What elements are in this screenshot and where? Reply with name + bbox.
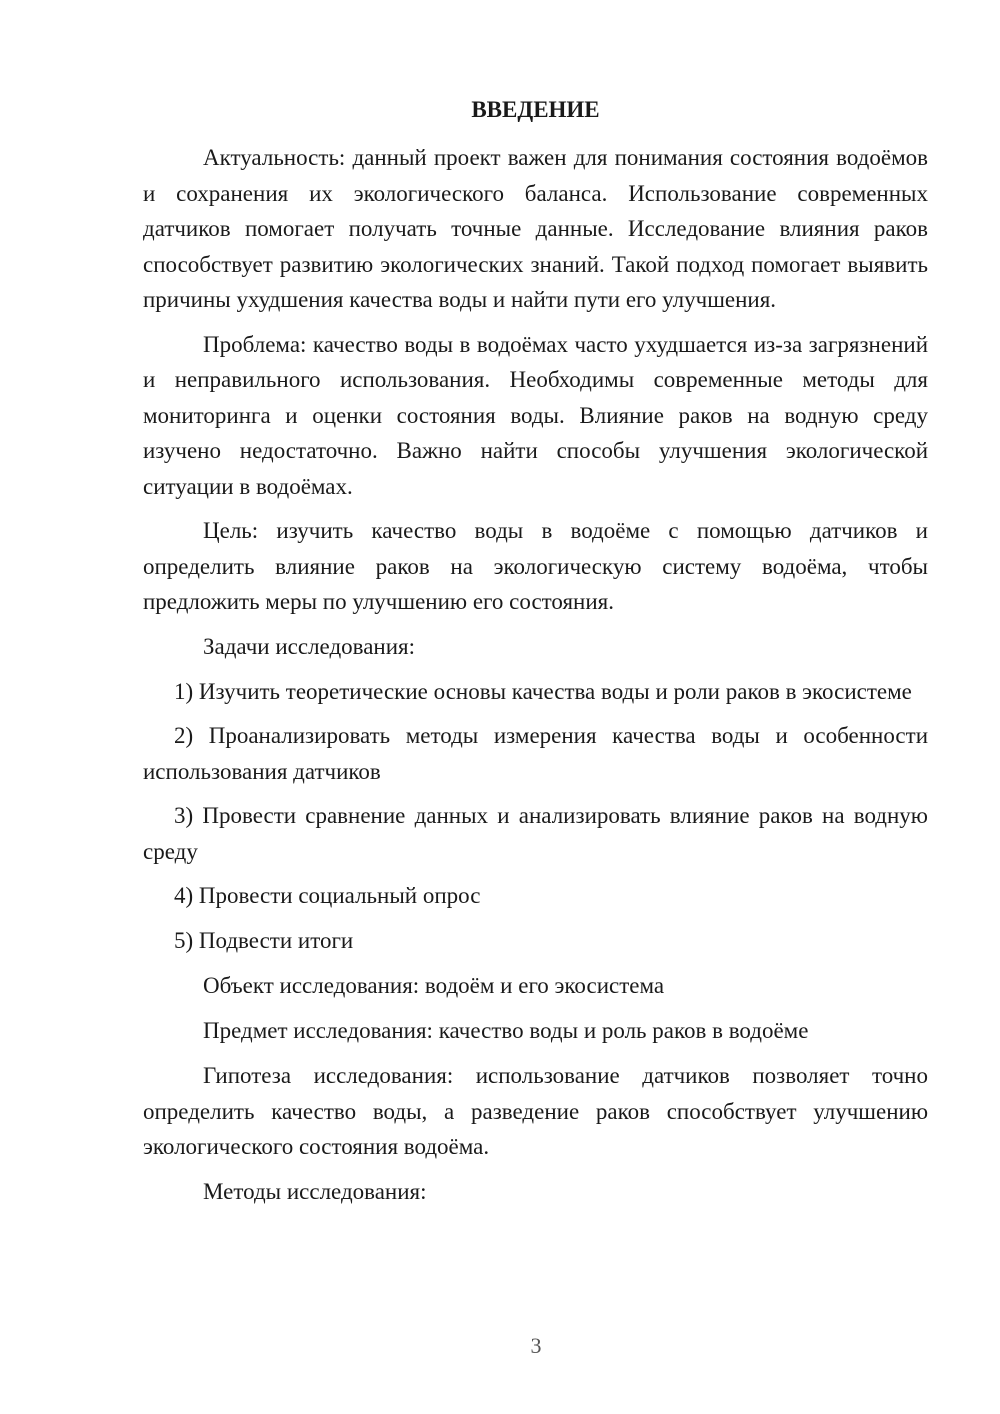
relevance-paragraph: Актуальность: данный проект важен для понимания состояния водоёмов и сохранения их экологического баланса. Использование современных датчиков помогает получать точные данные. Исследование влияния раков способствует развитию экологических знаний. Такой подход помогает выявить причины ухудшения качества воды и найти пути его улучшения. [143,145,928,312]
task-item: 5) Подвести итоги [174,928,354,953]
subject-line: Предмет исследования: качество воды и роль раков в водоёме [203,1018,809,1043]
task-item: 2) Проанализировать методы измерения качества воды и особенности использования датчиков [143,723,928,784]
goal-paragraph: Цель: изучить качество воды в водоёме с помощью датчиков и определить влияние раков на экологическую систему водоёма, чтобы предложить меры по улучшению его состояния. [143,518,928,614]
problem-paragraph: Проблема: качество воды в водоёмах часто ухудшается из-за загрязнений и неправильного использования. Необходимы современные методы для мониторинга и оценки состояния воды. Влияние раков на водную среду изучено недостаточно. Важно найти способы улучшения экологической ситуации в водоёмах. [143,331,928,499]
page-title: ВВЕДЕНИЕ [471,97,600,122]
hypothesis-paragraph: Гипотеза исследования: использование датчиков позволяет точно определить качество воды, а разведение раков способствует улучшению экологического состояния водоёма. [143,1063,928,1159]
task-item: 3) Провести сравнение данных и анализировать влияние раков на водную среду [143,803,928,864]
page-number: 3 [530,1333,542,1358]
page-content [143,94,928,1219]
tasks-heading: Задачи исследования: [203,633,416,659]
object-line: Объект исследования: водоём и его экосистема [203,973,665,998]
task-item: 4) Провести социальный опрос [174,883,481,908]
methods-heading: Методы исследования: [203,1178,427,1204]
task-item: 1) Изучить теоретические основы качества воды и роли раков в экосистеме [174,678,912,704]
